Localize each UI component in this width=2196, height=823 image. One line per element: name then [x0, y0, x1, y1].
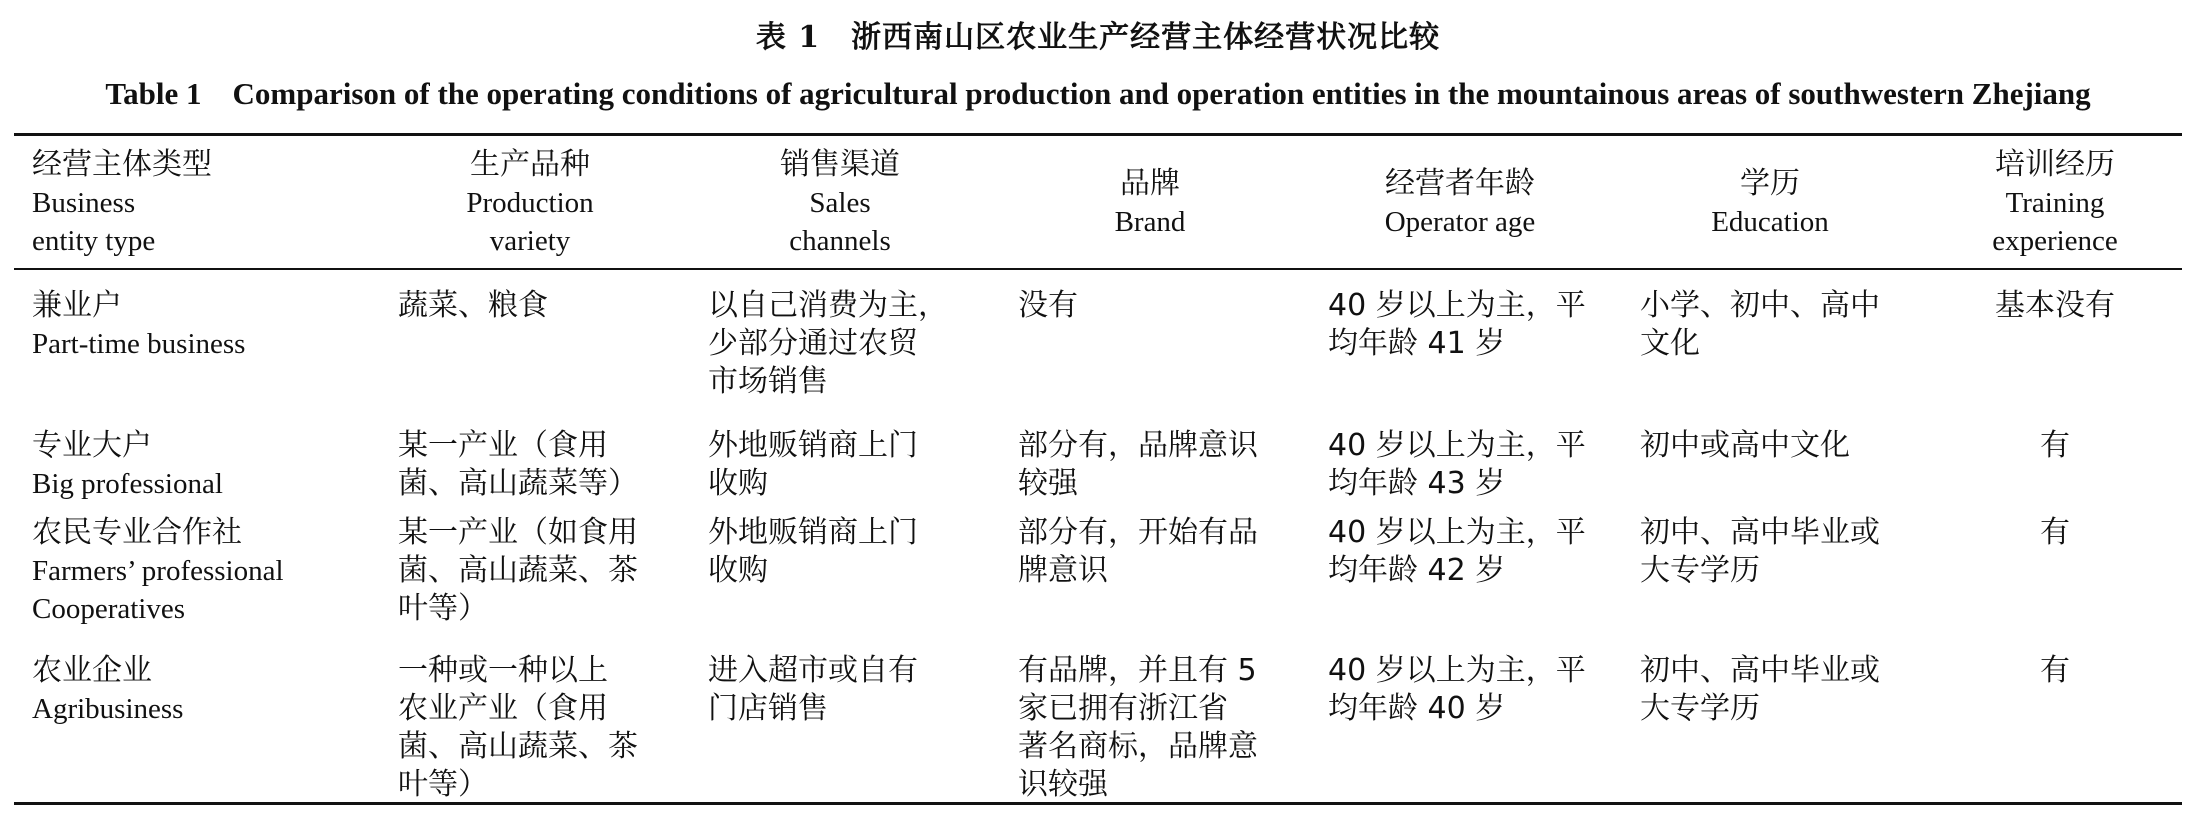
row-entity-type-en: Part-time business [32, 328, 246, 360]
table-row [32, 287, 372, 363]
row-variety: 某一产业（食用 菌、高山蔬菜等） [398, 428, 638, 501]
row-operator-age: 40 岁以上为主，平 均年龄 40 岁 [1328, 653, 1586, 726]
row-training: 基本没有 [1995, 288, 2115, 323]
row-training: 有 [2040, 515, 2070, 550]
header-education-cn: 学历 [1740, 166, 1800, 201]
row-operator-age: 40 岁以上为主，平 均年龄 41 岁 [1328, 288, 1586, 361]
header-training-en1: Training [2005, 187, 2105, 219]
row-entity-type-en: Big professional [32, 468, 223, 500]
table-header-rule [14, 268, 2182, 270]
table-top-rule [14, 133, 2182, 136]
header-education-en: Education [1711, 206, 1829, 238]
header-training-cn: 培训经历 [1995, 147, 2115, 182]
row-training: 有 [2040, 653, 2070, 688]
row-entity-type-cn: 专业大户 [32, 428, 152, 463]
table-row [32, 514, 372, 628]
row-entity-type-en: Agribusiness [32, 693, 184, 725]
header-sales-channels [720, 146, 960, 260]
table-row [32, 427, 372, 503]
header-age-cn: 经营者年龄 [1385, 166, 1535, 201]
header-channels-en2: channels [789, 225, 891, 257]
row-brand: 部分有，开始有品 牌意识 [1018, 515, 1258, 588]
row-training: 有 [2040, 428, 2070, 463]
header-channels-en1: Sales [809, 187, 871, 219]
header-age-en: Operator age [1384, 206, 1536, 238]
row-variety: 某一产业（如食用 菌、高山蔬菜、茶 叶等） [398, 515, 638, 626]
header-production-variety [410, 146, 650, 260]
header-training-experience [1950, 146, 2160, 260]
row-operator-age: 40 岁以上为主，平 均年龄 42 岁 [1328, 515, 1586, 588]
table-title-english: Table 1 Comparison of the operating conditions of agricultural production and operation entities in the mountainous areas of southwestern Zhejiang [105, 76, 2091, 111]
header-entity-type-cn: 经营主体类型 [32, 147, 212, 182]
table-row [32, 652, 372, 728]
header-variety-en2: variety [489, 225, 571, 257]
header-education [1640, 165, 1900, 241]
header-brand-en: Brand [1114, 206, 1186, 238]
header-entity-type-en1: Business [32, 187, 136, 219]
row-brand: 没有 [1018, 288, 1078, 323]
row-variety: 一种或一种以上 农业产业（食用 菌、高山蔬菜、茶 叶等） [398, 653, 638, 802]
row-education: 小学、初中、高中 文化 [1640, 288, 1880, 361]
table-title-chinese: 表 1 浙西南山区农业生产经营主体经营状况比较 [755, 20, 1441, 55]
row-channels: 以自己消费为主， 少部分通过农贸 市场销售 [708, 288, 948, 399]
row-brand: 有品牌，并且有 5 家已拥有浙江省 著名商标，品牌意 识较强 [1018, 653, 1258, 802]
row-entity-type-cn: 兼业户 [32, 288, 122, 323]
row-channels: 外地贩销商上门 收购 [708, 428, 918, 501]
row-variety: 蔬菜、粮食 [398, 288, 548, 323]
header-training-en2: experience [1992, 225, 2118, 257]
header-entity-type-en2: entity type [32, 225, 156, 257]
row-entity-type-cn: 农民专业合作社 [32, 515, 242, 550]
row-channels: 外地贩销商上门 收购 [708, 515, 918, 588]
row-education: 初中、高中毕业或 大专学历 [1640, 515, 1880, 588]
header-variety-en1: Production [466, 187, 594, 219]
row-operator-age: 40 岁以上为主，平 均年龄 43 岁 [1328, 428, 1586, 501]
row-channels: 进入超市或自有 门店销售 [708, 653, 918, 726]
header-operator-age [1330, 165, 1590, 241]
header-variety-cn: 生产品种 [470, 147, 590, 182]
header-brand [1020, 165, 1280, 241]
row-brand: 部分有，品牌意识 较强 [1018, 428, 1258, 501]
row-education: 初中或高中文化 [1640, 428, 1850, 463]
row-education: 初中、高中毕业或 大专学历 [1640, 653, 1880, 726]
row-entity-type-cn: 农业企业 [32, 653, 152, 688]
header-brand-cn: 品牌 [1120, 166, 1180, 201]
header-entity-type [32, 146, 372, 260]
header-channels-cn: 销售渠道 [780, 147, 900, 182]
row-entity-type-en: Farmers’ professional Cooperatives [32, 555, 284, 625]
